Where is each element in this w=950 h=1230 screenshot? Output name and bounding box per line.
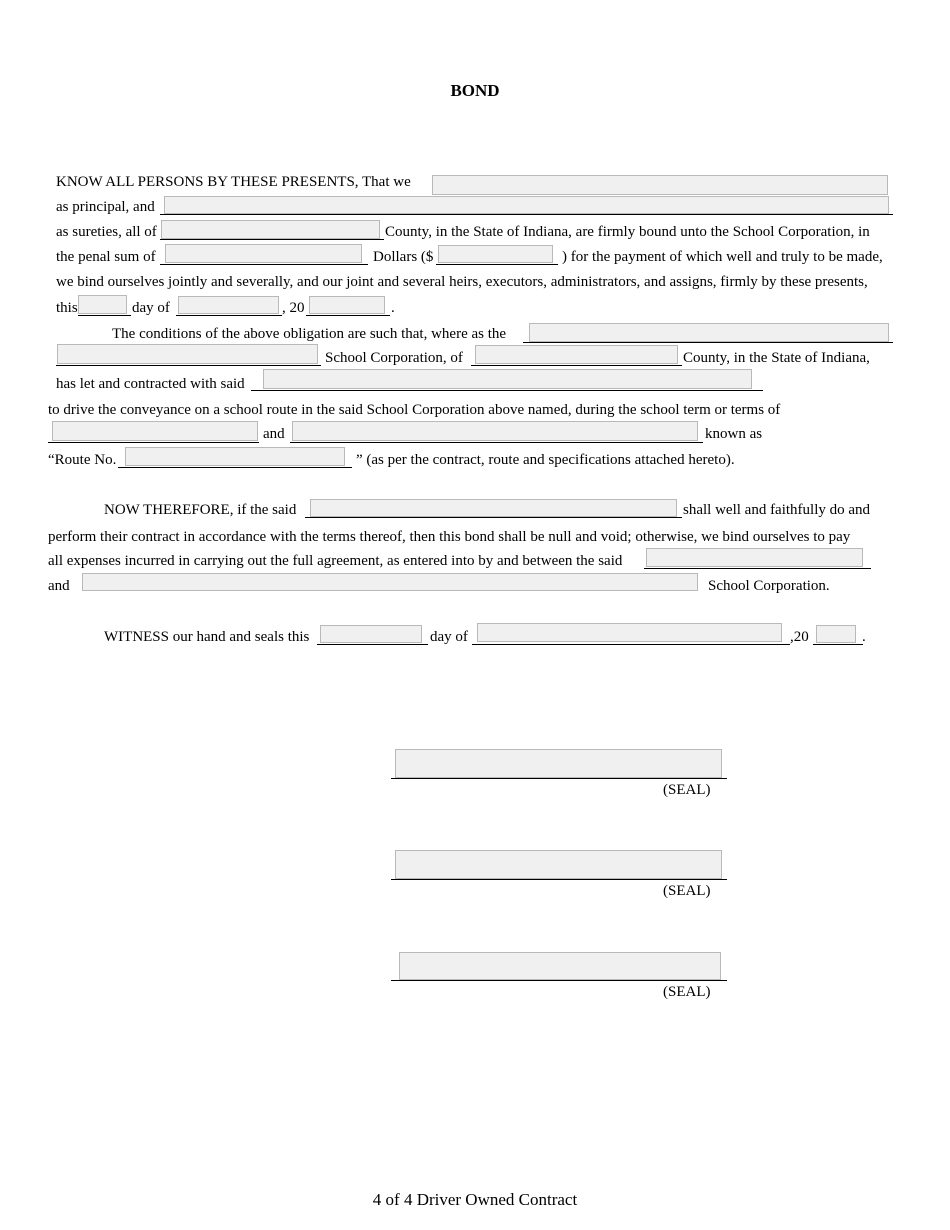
for-payment-text: ) for the payment of which well and truly to be made, [562,249,883,265]
witness-year-line [813,644,863,645]
surety-name-field[interactable] [164,196,889,214]
school-corp-name-field[interactable] [529,323,889,342]
date-month-field[interactable] [178,296,279,314]
witness-day-field[interactable] [320,625,422,643]
signature-3-field[interactable] [399,952,721,980]
school-corp-name-3-field[interactable] [82,573,698,591]
school-county-field[interactable] [475,345,678,364]
school-county-line [471,365,682,366]
and-text: and [263,426,285,442]
this-text: this [56,300,78,316]
contractor-name-2-field[interactable] [310,499,677,517]
penal-sum-words-field[interactable] [165,244,362,263]
date-year-line [306,315,390,316]
witness-day-of-text: day of [430,629,468,645]
penal-sum-words-line [160,264,368,265]
school-corp-name-2-field[interactable] [57,344,318,364]
term-from-field[interactable] [52,421,258,441]
witness-20-text: ,20 [790,629,809,645]
and-2-text: and [48,578,70,594]
principal-name-field[interactable] [432,175,888,195]
term-to-line [290,442,703,443]
day-of-text: day of [132,300,170,316]
signature-1-line [391,778,727,779]
witness-year-field[interactable] [816,625,856,643]
all-expenses-text: all expenses incurred in carrying out the full agreement, as entered into by and between the said [48,553,623,569]
witness-month-field[interactable] [477,623,782,642]
surety-name-line [160,214,893,215]
contractor-name-field[interactable] [263,369,752,389]
penal-sum-amount-field[interactable] [438,245,553,263]
route-tail-text: ” (as per the contract, route and specifications attached hereto). [356,452,735,468]
seal-2-text: (SEAL) [663,883,711,899]
school-corp-name-2-line [56,365,321,366]
witness-day-line [317,644,428,645]
perform-text: perform their contract in accordance with the terms thereof, then this bond shall be null and void; otherwise, we bind ourselves to pay [48,529,851,545]
surety-county-field[interactable] [161,220,380,239]
route-number-line [118,467,352,468]
surety-county-line [160,239,384,240]
seal-3-text: (SEAL) [663,984,711,1000]
route-no-text: “Route No. [48,452,117,468]
term-to-field[interactable] [292,421,698,441]
route-number-field[interactable] [125,447,345,466]
dollars-text: Dollars ($ [373,249,434,265]
signature-3-line [391,980,727,981]
page-footer: 4 of 4 Driver Owned Contract [372,1190,578,1209]
school-corp-of-text: School Corporation, of [325,350,463,366]
bind-line-text: we bind ourselves jointly and severally, and our joint and several heirs, executors, administrators, and assigns, firmly by these presents, [56,274,868,290]
date-day-field[interactable] [78,295,127,314]
penal-sum-amount-line [436,264,558,265]
school-corp-text: School Corporation. [708,578,830,594]
penal-sum-text: the penal sum of [56,249,156,265]
conditions-text: The conditions of the above obligation are such that, where as the [112,326,507,342]
school-corp-name-line [523,342,893,343]
shall-well-text: shall well and faithfully do and [683,502,871,518]
as-sureties-text: as sureties, all of [56,224,157,240]
witness-month-line [472,644,790,645]
date-day-line [78,315,131,316]
party-name-line [644,568,871,569]
county-state-text: County, in the State of Indiana, are firmly bound unto the School Corporation, in [385,224,870,240]
known-as-text: known as [705,426,763,442]
date-period-text: . [391,300,395,316]
signature-2-line [391,879,727,880]
signature-2-field[interactable] [395,850,722,879]
witness-text: WITNESS our hand and seals this [104,629,310,645]
comma-20-text: , 20 [282,300,305,316]
know-all-text: KNOW ALL PERSONS BY THESE PRESENTS, That we [56,174,411,190]
has-let-text: has let and contracted with said [56,376,245,392]
date-year-field[interactable] [309,296,385,314]
as-principal-text: as principal, and [56,199,155,215]
witness-period-text: . [862,629,866,645]
now-therefore-text: NOW THEREFORE, if the said [104,502,297,518]
contractor-name-2-line [305,517,682,518]
contractor-name-line [251,390,763,391]
county-state-2-text: County, in the State of Indiana, [683,350,870,366]
document-title: BOND [450,81,500,100]
party-name-field[interactable] [646,548,863,567]
term-from-line [48,442,259,443]
to-drive-text: to drive the conveyance on a school route in the said School Corporation above named, during the school term or terms of [48,402,781,418]
signature-1-field[interactable] [395,749,722,778]
date-month-line [176,315,282,316]
seal-1-text: (SEAL) [663,782,711,798]
